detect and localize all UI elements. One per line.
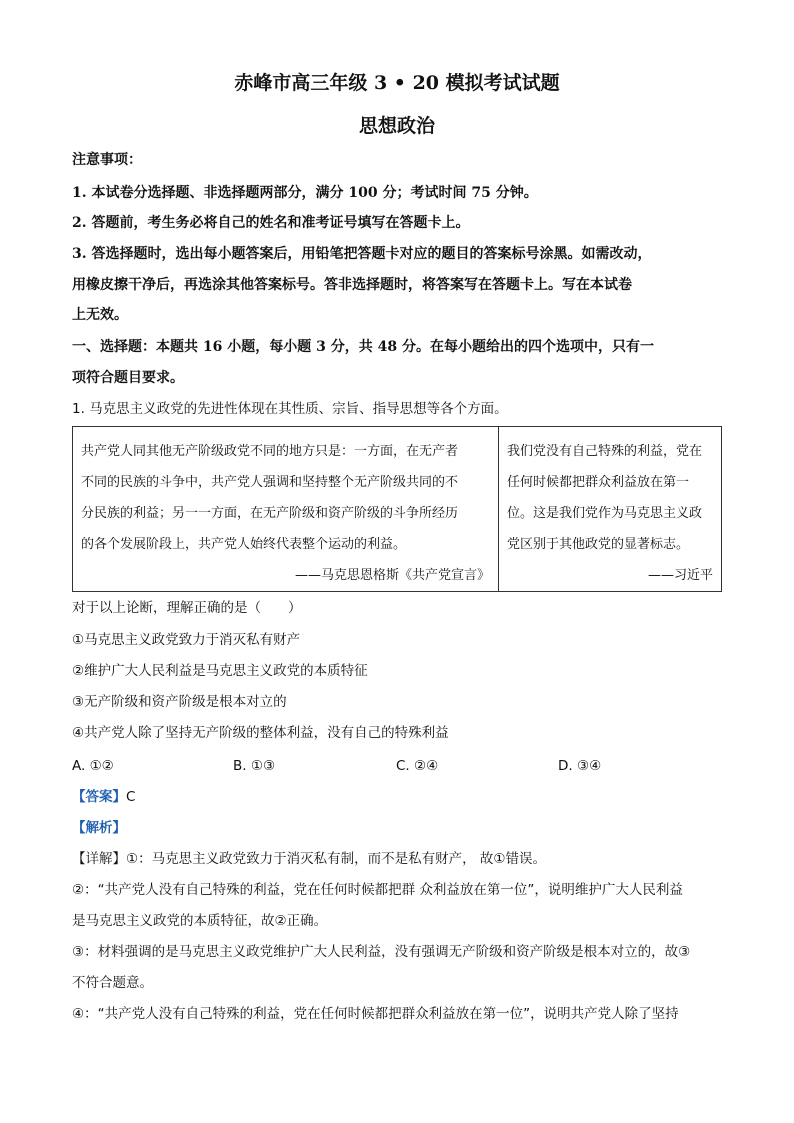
notes-item-3-end: 上无效。	[72, 307, 128, 323]
detail-2-cont: 是马克思主义政党的本质特征，故②正确。	[72, 913, 328, 929]
option-d: D. ③④	[558, 758, 602, 774]
quote-right-cell	[499, 427, 721, 591]
analysis-line	[72, 818, 126, 838]
answer-line	[72, 787, 135, 807]
detail-2: ②：“共产党人没有自己特殊的利益，党在任何时候都把群 众利益放在第一位”，说明维护广大人民利益	[72, 882, 683, 898]
analysis-tag: 【解析】	[72, 820, 126, 836]
notes-item-3-cont: 用橡皮擦干净后，再选涂其他答案标号。答非选择题时，将答案写在答题卡上。写在本试卷	[72, 277, 632, 293]
section-heading-cont: 项符合题目要求。	[72, 370, 184, 386]
quote-right-line: 党区别于其他政党的显著标志。	[507, 537, 690, 552]
statement-1: ①马克思主义政党致力于消灭私有财产	[72, 632, 301, 648]
notes-item-1: 1. 本试卷分选择题、非选择题两部分，满分 100 分；考试时间 75 分钟。	[72, 185, 538, 201]
quote-right-line: 我们党没有自己特殊的利益，党在	[507, 444, 703, 459]
quote-left-line: 分民族的利益；另一一方面，在无产阶级和资产阶级的斗争所经历	[81, 506, 459, 521]
answer-tag: 【答案】	[72, 789, 126, 805]
quote-left-line: 不同的民族的斗争中，共产党人强调和坚持整个无产阶级共同的不	[81, 475, 459, 490]
option-c: C. ②④	[396, 758, 439, 774]
detail-4: ④：“共产党人没有自己特殊的利益，党在任何时候都把群众利益放在第一位”，说明共产党人除了坚持	[72, 1006, 679, 1022]
quote-table	[72, 426, 722, 592]
exam-subject: 思想政治	[358, 115, 435, 137]
option-a: A. ①②	[72, 758, 114, 774]
quote-right-source: ——习近平	[647, 568, 713, 583]
question-stem: 1. 马克思主义政党的先进性体现在其性质、宗旨、指导思想等各个方面。	[72, 401, 508, 417]
section-heading: 一、选择题：本题共 16 小题，每小题 3 分，共 48 分。在每小题给出的四个选项中，只有一	[72, 339, 654, 355]
answer-value: C	[126, 789, 136, 805]
notes-item-3: 3. 答选择题时，选出每小题答案后，用铅笔把答题卡对应的题目的答案标号涂黑。如需改动，	[72, 246, 652, 262]
statement-2: ②维护广大人民利益是马克思主义政党的本质特征	[72, 663, 368, 679]
detail-3-cont: 不符合题意。	[72, 975, 153, 991]
question-prompt: 对于以上论断，理解正确的是（ ）	[72, 600, 302, 616]
detail-tag: 【详解】	[72, 851, 126, 867]
detail-1: ①：马克思主义政党致力于消灭私有制，而不是私有财产， 故①错误。	[126, 851, 546, 867]
quote-left-line: 共产党人同其他无产阶级政党不同的地方只是：一方面，在无产者	[81, 444, 459, 459]
detail-3: ③：材料强调的是马克思主义政党维护广大人民利益，没有强调无产阶级和资产阶级是根本对立的，故③	[72, 944, 691, 960]
quote-left-cell	[73, 427, 499, 591]
quote-left-line: 的各个发展阶段上，共产党人始终代表整个运动的利益。	[81, 537, 407, 552]
detail-line-1	[72, 849, 546, 869]
exam-title: 赤峰市高三年级 3 • 20 模拟考试试题	[234, 72, 560, 94]
statement-4: ④共产党人除了坚持无产阶级的整体利益，没有自己的特殊利益	[72, 725, 449, 741]
option-b: B. ①③	[233, 758, 276, 774]
notes-item-2: 2. 答题前，考生务必将自己的姓名和准考证号填写在答题卡上。	[72, 215, 470, 231]
quote-right-line: 位。这是我们党作为马克思主义政	[507, 506, 703, 521]
statement-3: ③无产阶级和资产阶级是根本对立的	[72, 694, 287, 710]
notes-heading: 注意事项：	[72, 152, 142, 168]
quote-left-source: ——马克思恩格斯《共产党宣言》	[294, 568, 490, 583]
quote-right-line: 任何时候都把群众利益放在第一	[507, 475, 690, 490]
